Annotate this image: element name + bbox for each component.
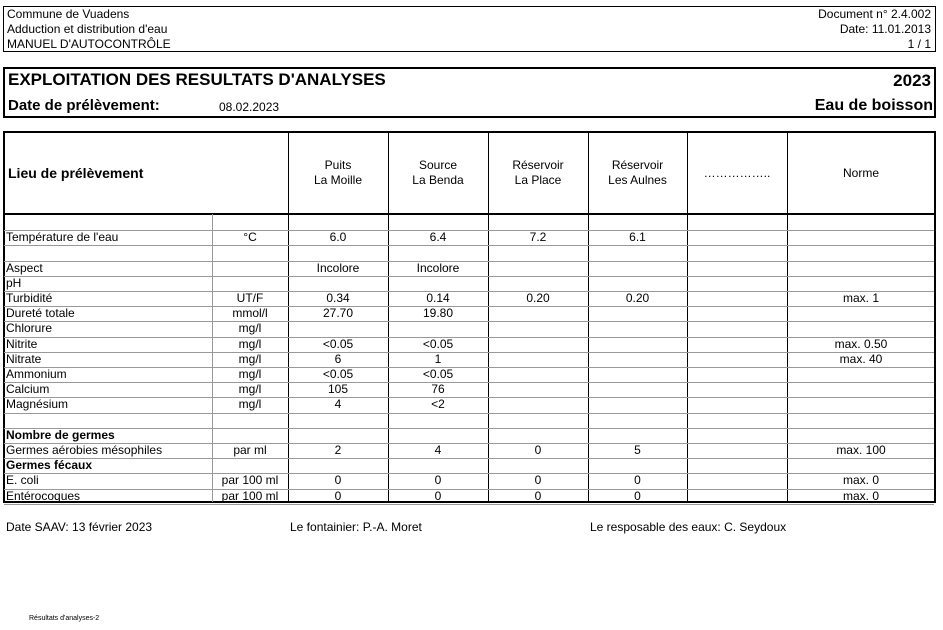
column-header-line2: La Benda (412, 173, 464, 187)
footer-responsable: Le resposable des eaux: C. Seydoux (590, 520, 787, 534)
table-cell: 0 (534, 473, 542, 487)
row-unit: °C (243, 230, 257, 244)
table-cell: 6.1 (629, 230, 646, 244)
column-header-line1: Puits (324, 158, 352, 172)
row-divider (4, 504, 934, 505)
header-adduction: Adduction et distribution d'eau (7, 22, 168, 36)
row-unit: par ml (233, 443, 267, 457)
table-cell: <2 (431, 397, 445, 411)
footer-fontainier: Le fontainier: P.-A. Moret (290, 520, 422, 534)
column-header-line2: La Place (514, 173, 562, 187)
table-cell: 19.80 (422, 306, 454, 320)
table-cell: 0 (434, 489, 442, 503)
table-cell: max. 100 (836, 443, 886, 457)
table-cell: 0 (534, 443, 542, 457)
table-cell: max. 1 (842, 291, 879, 305)
table-header-divider (4, 213, 934, 215)
table-cell: 0 (334, 473, 342, 487)
column-header-line1: Source (418, 158, 458, 172)
row-label: Germes fécaux (6, 458, 93, 472)
table-cell: 6.4 (429, 230, 447, 244)
location-label: Lieu de prélèvement (8, 165, 144, 181)
row-divider (4, 428, 934, 429)
header-document-number: Document n° 2.4.002 (818, 7, 931, 21)
table-cell: <0.05 (422, 367, 454, 381)
footer-file-name: Résultats d'analyses-2 (29, 615, 100, 622)
table-cell: 105 (327, 382, 349, 396)
table-cell: 0.20 (625, 291, 650, 305)
column-header-line2: Les Aulnes (608, 173, 667, 187)
row-label: Magnésium (6, 397, 69, 411)
header-date: Date: 11.01.2013 (839, 22, 931, 36)
table-cell: max. 0.50 (834, 337, 888, 351)
row-unit: mg/l (238, 397, 262, 411)
table-cell: 0 (634, 489, 641, 503)
row-label: E. coli (6, 473, 39, 487)
table-cell: <0.05 (422, 337, 454, 351)
column-header (687, 166, 787, 181)
table-cell: 4 (334, 397, 342, 411)
column-header-line1: Réservoir (611, 158, 664, 172)
row-label: Nombre de germes (6, 428, 115, 442)
column-header (787, 166, 935, 181)
table-cell: 0 (634, 473, 641, 487)
row-label: Nitrate (6, 352, 42, 366)
row-label: Chlorure (6, 321, 53, 335)
column-header-line2: La Moille (313, 173, 363, 187)
column-header-line1: Norme (842, 166, 879, 180)
table-cell: 1 (434, 352, 442, 366)
table-cell: 7.2 (529, 230, 547, 244)
table-cell: 5 (634, 443, 641, 457)
row-unit: mg/l (238, 337, 262, 351)
column-header (388, 158, 488, 188)
row-divider (4, 413, 934, 414)
row-label: Germes aérobies mésophiles (6, 443, 163, 457)
table-cell: Incolore (316, 261, 360, 275)
table-cell: 0 (434, 473, 442, 487)
table-cell: 6 (334, 352, 342, 366)
page-title: EXPLOITATION DES RESULTATS D'ANALYSES (8, 70, 386, 89)
row-unit: par 100 ml (221, 473, 279, 487)
row-label: pH (6, 276, 22, 290)
row-unit: par 100 ml (221, 489, 279, 503)
row-label: Aspect (6, 261, 43, 275)
column-header (288, 158, 388, 188)
header-page: 1 / 1 (907, 37, 931, 51)
table-cell: 0.34 (326, 291, 350, 305)
table-cell: 27.70 (322, 306, 354, 320)
column-header-line1: …………….. (703, 166, 771, 180)
column-header (588, 158, 687, 188)
table-cell: 0 (334, 489, 342, 503)
table-cell: 2 (334, 443, 342, 457)
row-divider (4, 245, 934, 246)
row-label: Température de l'eau (6, 230, 119, 244)
row-unit: mg/l (238, 352, 262, 366)
table-cell: Incolore (416, 261, 460, 275)
row-label: Dureté totale (6, 306, 75, 320)
header-commune: Commune de Vuadens (7, 7, 130, 21)
row-unit: mg/l (238, 367, 262, 381)
table-cell: 6.0 (329, 230, 347, 244)
table-cell: 0.14 (426, 291, 450, 305)
table-cell: 0.20 (526, 291, 550, 305)
row-divider (4, 321, 934, 322)
row-unit: mg/l (238, 382, 262, 396)
table-cell: 0 (534, 489, 542, 503)
row-divider (4, 458, 934, 459)
table-cell: 4 (434, 443, 442, 457)
date-label: Date de prélèvement: (8, 97, 160, 114)
column-header-line1: Réservoir (512, 158, 564, 172)
column-header (488, 158, 588, 188)
row-label: Calcium (6, 382, 50, 396)
row-unit: mg/l (238, 321, 262, 335)
row-divider (4, 276, 934, 277)
footer-date-saav: Date SAAV: 13 février 2023 (6, 520, 153, 534)
row-unit: mmol/l (232, 306, 268, 320)
table-cell: max. 0 (842, 489, 879, 503)
title-year: 2023 (893, 71, 931, 90)
header-manual: MANUEL D'AUTOCONTRÔLE (7, 37, 171, 51)
table-cell: 76 (431, 382, 445, 396)
table-cell: max. 40 (839, 352, 883, 366)
row-unit: UT/F (236, 291, 264, 305)
column-divider (687, 132, 688, 502)
row-label: Entérocoques (6, 489, 81, 503)
table-cell: <0.05 (322, 337, 354, 351)
table-cell: <0.05 (322, 367, 354, 381)
date-value: 08.02.2023 (219, 100, 280, 114)
row-label: Nitrite (6, 337, 38, 351)
row-label: Ammonium (6, 367, 67, 381)
water-type: Eau de boisson (814, 97, 933, 114)
row-label: Turbidité (6, 291, 53, 305)
table-cell: max. 0 (842, 473, 879, 487)
